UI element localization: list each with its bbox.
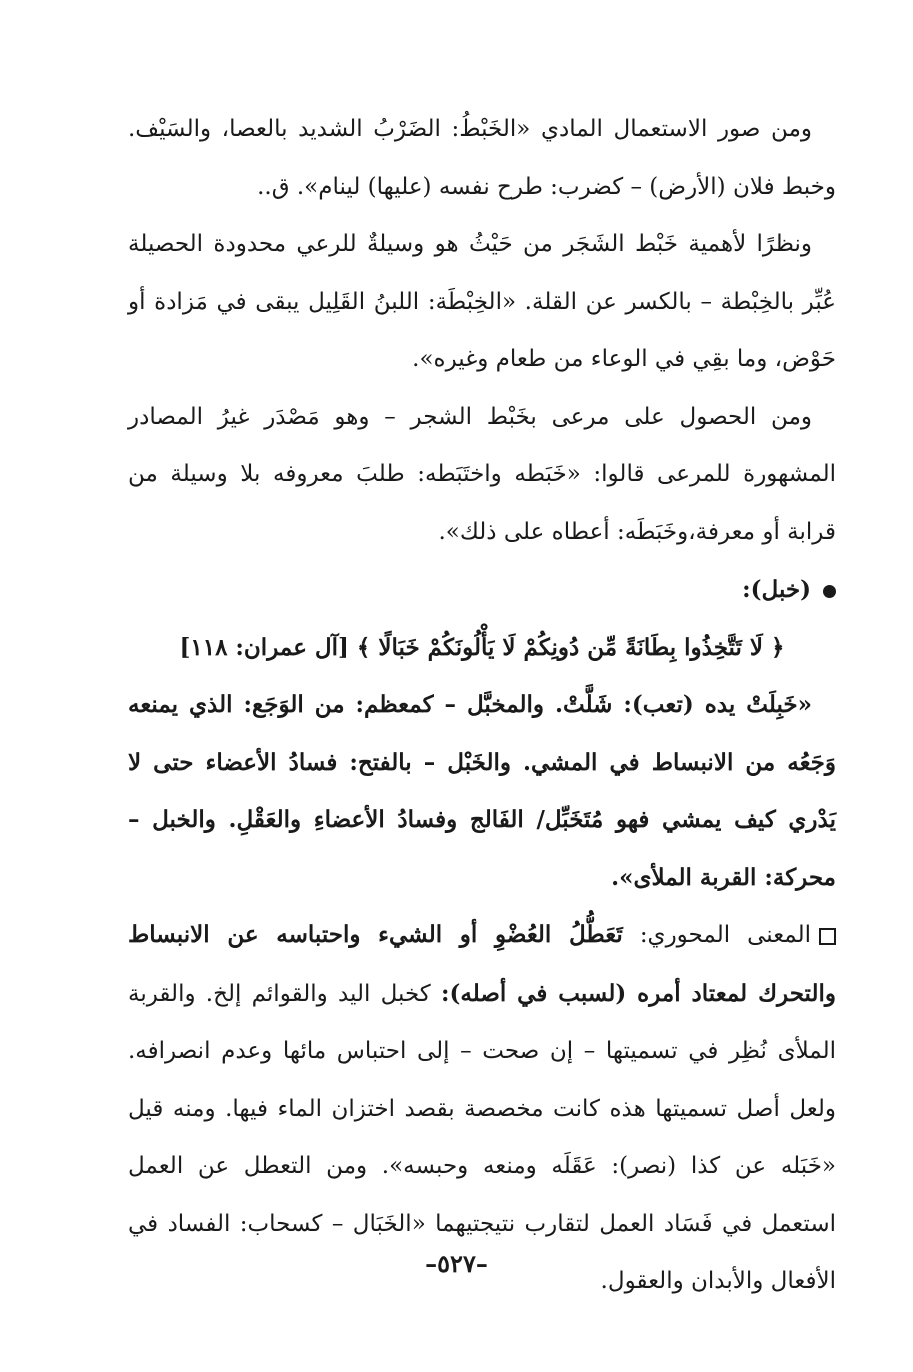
paragraph-2: ونظرًا لأهمية خَبْط الشَجَر من حَيْثُ هو وسيلةٌ للرعي محدودة الحصيلة عُبِّر بالخِبْطة – بالكسر عن القلة. «الخِبْطَة: اللبنُ القَلِيل يبقى في مَزادة أو حَوْض، وما بقِي في الوعاء من طعام وغيره». <box>128 231 836 372</box>
page-number: –٥٢٧– <box>425 1249 488 1278</box>
paragraph-4: «خَبِلَتْ يده (تعب): شَلَّتْ. والمخبَّل – كمعظم: من الوَجَع: الذي يمنعه وَجَعُه من الانبساط في المشي. والخَبْل – بالفتح: فسادُ الأعضاء حتى لا يَدْري كيف يمشي فهو مُتَخَبِّل/ الفَالج وفسادُ الأعضاءِ والعَقْلِ. والخبل – محركة: القربة الملأى». <box>128 691 836 891</box>
page-body <box>128 101 836 1311</box>
central-meaning-definition: تَعَطُّلُ العُضْوِ أو الشيء واحتباسه عن الانبساط والتحرك لمعتاد أمره (لسبب في أصله): <box>128 921 837 1007</box>
central-meaning-explanation: كخبل اليد والقوائم إلخ. والقربة الملأى نُظِر في تسميتها – إن صحت – إلى احتباس مائها وعدم انصرافه. ولعل أصل تسميتها هذه كانت مخصصة بقصد اختزان الماء فيها. ومنه قيل «خَبَله عن كذا (نصر): عَقَلَه ومنعه وحبسه». ومن التعطل عن العمل استعمل في فَسَاد العمل لتقارب نتيجتيهما «الخَبَال – كسحاب: الفساد في الأفعال والأبدان والعقول. <box>128 980 836 1294</box>
central-meaning-label: المعنى المحوري: <box>639 922 811 948</box>
paragraph-3: ومن الحصول على مرعى بخَبْط الشجر – وهو مَصْدَر غيرُ المصادر المشهورة للمرعى قالوا: «خَبَطه واختَبَطه: طلبَ معروفه بلا وسيلة من قرابة أو معرفة،وخَبَطَه: أعطاه على ذلك». <box>128 403 836 545</box>
paragraph-1: ومن صور الاستعمال المادي «الخَبْطُ: الضَرْبُ الشديد بالعصا، والسَيْف. وخبط فلان (الأرض) – كضرب: طرح نفسه (عليها) لينام». ق.. <box>128 116 836 200</box>
bullet-icon <box>823 585 836 598</box>
quran-verse: ﴿ لَا تَتَّخِذُوا بِطَانَةً مِّن دُونِكُمْ لَا يَأْلُونَكُمْ خَبَالًا ﴾ [آل عمران: ١١٨] <box>179 633 785 661</box>
square-marker-icon <box>819 928 836 945</box>
root-heading <box>128 561 836 619</box>
root-heading-text: (خبل): <box>742 576 811 603</box>
